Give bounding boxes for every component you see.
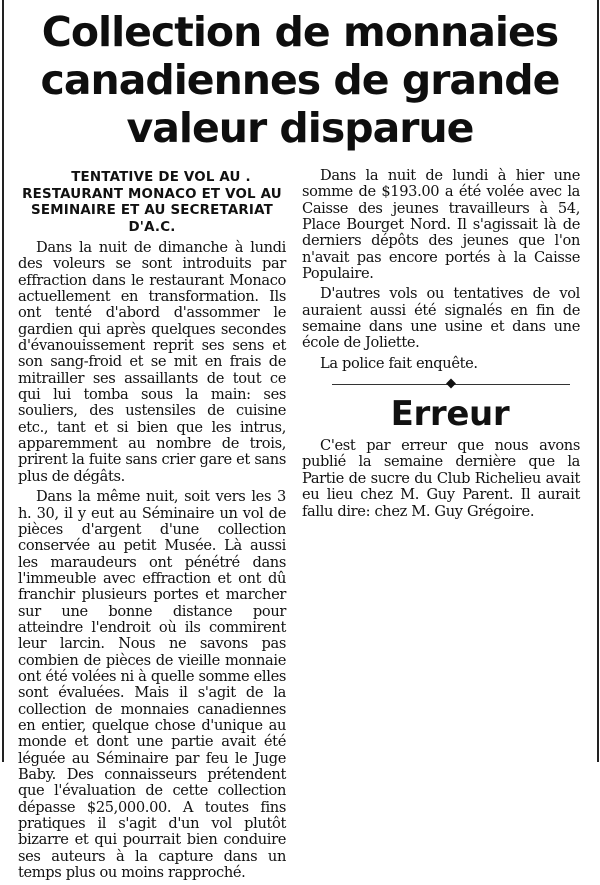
headline: Collection de monnaies canadiennes de grande valeur disparue (40, 8, 560, 152)
erratum-title: Erreur (390, 394, 510, 435)
erratum-body: C'est par erreur que nous avons publié la semaine dernière que la Partie de sucre du Club Richelieu avait eu lieu chez M. Guy Parent. Il aurait fallu dire: chez M. Guy Grégoire. (302, 437, 580, 520)
paragraph-1: Dans la nuit de dimanche à lundi des voleurs se sont introduits par effraction dans le restaurant Monaco actuellement en transformation. Ils ont tenté d'abord d'assommer le gardien qui après quelques secondes d'évanouissement reprit ses sens et son sang-froid et se mit en frais de mitrailler ses assaillants de tout ce qui lui tomba sous la main: ses souliers, des ustensiles de cuisine etc., tant et si bien que les intrus, apparemment au nombre de trois, prirent la fuite sans crier gare et sans plus de dégâts. (18, 239, 286, 485)
right-column (302, 168, 580, 524)
paragraph-5: La police fait enquête. (320, 354, 478, 372)
section-divider (332, 378, 570, 390)
left-column (18, 170, 286, 885)
divider-diamond-icon (446, 379, 456, 389)
left-border-line (2, 0, 4, 762)
right-border-line (597, 0, 599, 762)
subheadline: TENTATIVE DE VOL AU . RESTAURANT MONACO ET VOL AU SEMINAIRE ET AU SECRETARIAT D'A.C. (22, 170, 282, 235)
paragraph-3: Dans la nuit de lundi à hier une somme de $193.00 a été volée avec la Caisse des jeunes travailleurs à 54, Place Bourget Nord. Il s'agissait là de derniers dépôts des jeunes que l'on n'avait pas encore portés à la Caisse Populaire. (302, 167, 580, 283)
paragraph-4: D'autres vols ou tentatives de vol auraient aussi été signalés en fin de semaine dans une usine et dans une école de Joliette. (302, 285, 580, 352)
paragraph-2: Dans la même nuit, soit vers les 3 h. 30, il y eut au Séminaire un vol de pièces d'argent d'une collection conservée au petit Musée. Là aussi les maraudeurs ont pénétré dans l'immeuble avec effraction et ont dû franchir plusieurs portes et marcher sur une bonne distance pour atteindre l'endroit où ils commirent leur larcin. Nous ne savons pas combien de pièces de vieille monnaie ont été volées ni à quelle somme elles sont évaluées. Mais il s'agit de la collection de monnaies canadiennes en entier, quelque chose d'unique au monde et dont une partie avait été léguée au Séminaire par feu le Juge Baby. Des connaisseurs prétendent que l'évaluation de cette collection dépasse $25,000.00. A toutes fins pratiques il s'agit d'un vol plutôt bizarre et qui pourrait bien conduire ses auteurs à la capture dans un temps plus ou moins rapproché. (18, 488, 286, 882)
